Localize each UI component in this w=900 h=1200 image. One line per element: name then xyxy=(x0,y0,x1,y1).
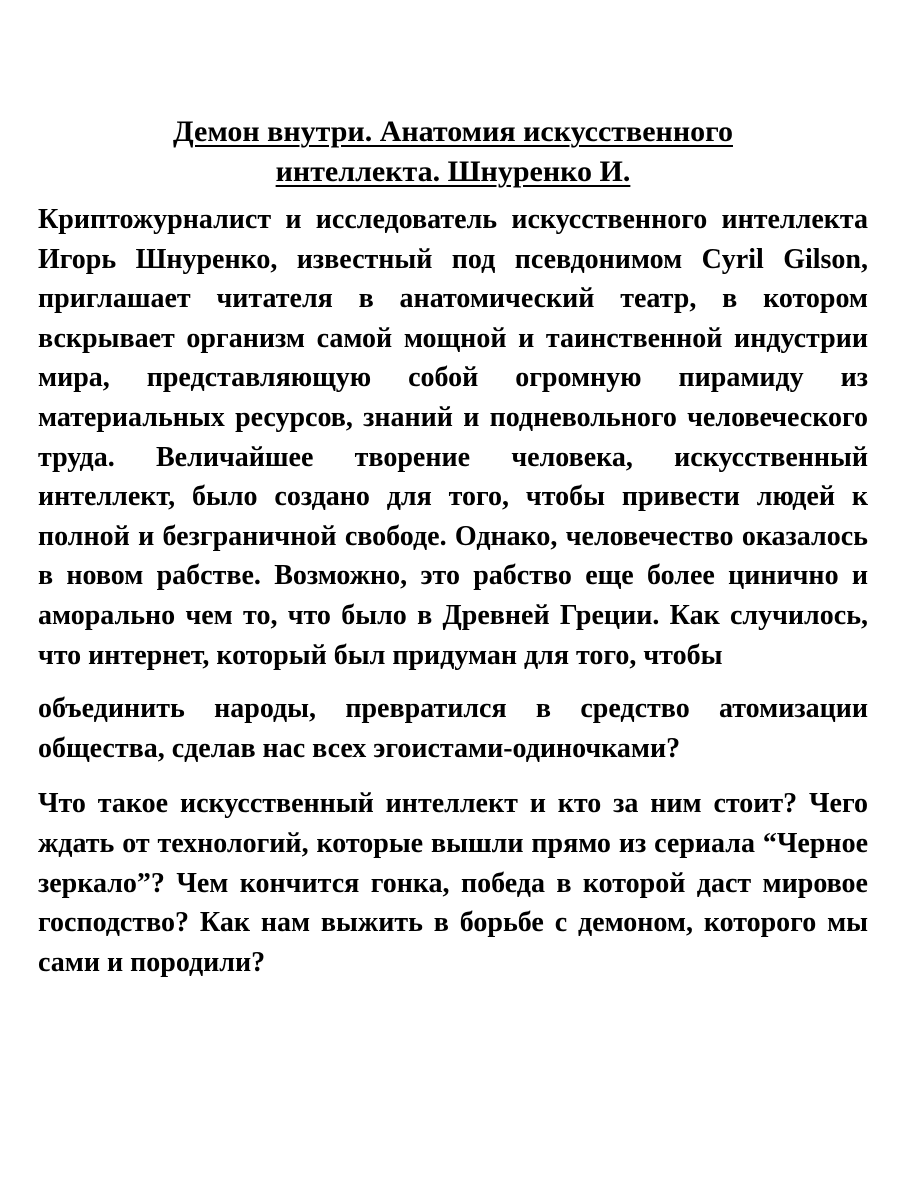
document-title: Демон внутри. Анатомия искусственного интеллекта. Шнуренко И. xyxy=(173,115,733,188)
paragraph-1: Криптожурналист и исследователь искусственного интеллекта Игорь Шнуренко, известный под псевдонимом Cyril Gilson, приглашает читателя в анатомический театр, в котором вскрывает организм самой мощной и таинственной индустрии мира, представляющую собой огромную пирамиду из материальных ресурсов, знаний и подневольного человеческого труда. Величайшее творение человека, искусственный интеллект, было создано для того, чтобы привести людей к полной и безграничной свободе. Однако, человечество оказалось в новом рабстве. Возможно, это рабство еще более цинично и аморально чем то, что было в Древней Греции. Как случилось, что интернет, который был придуман для того, чтобы xyxy=(38,204,868,671)
paragraph-2: объединить народы, превратился в средство атомизации общества, сделав нас всех эгоистами-одиночками? xyxy=(38,693,868,764)
document-page xyxy=(38,112,868,982)
paragraph-3: Что такое искусственный интеллект и кто за ним стоит? Чего ждать от технологий, которые вышли прямо из сериала “Черное зеркало”? Чем кончится гонка, победа в которой даст мировое господство? Как нам выжить в борьбе с демоном, которого мы сами и породили? xyxy=(38,788,868,978)
